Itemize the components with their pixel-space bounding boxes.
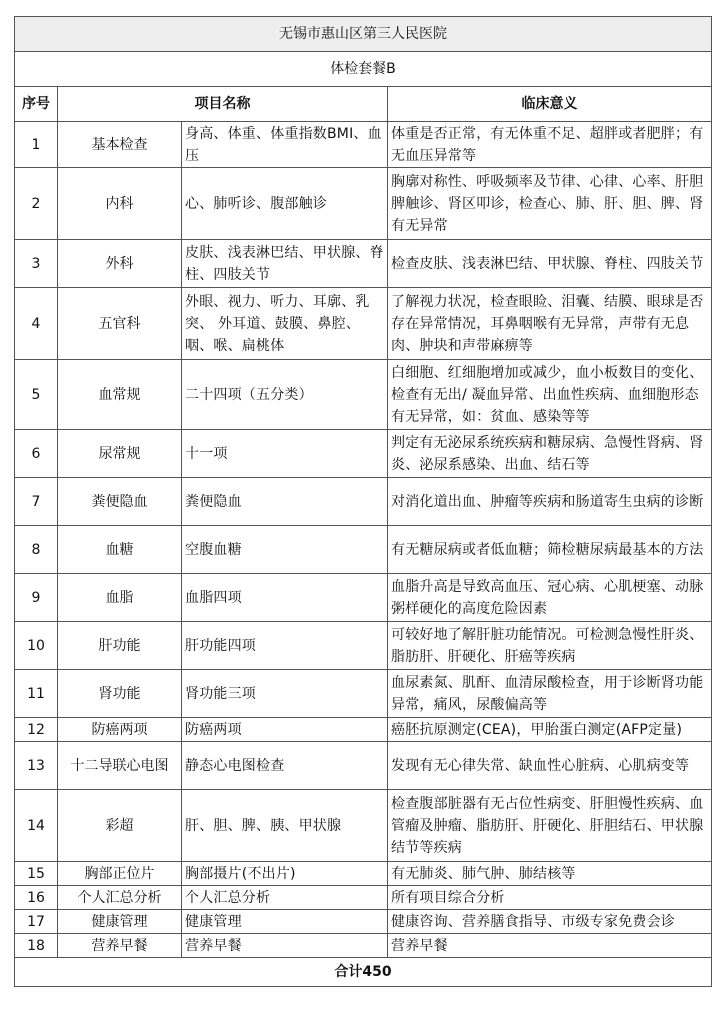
seq-cell: 16 — [15, 886, 58, 910]
item-detail-cell: 十一项 — [182, 430, 388, 478]
seq-cell: 3 — [15, 240, 58, 288]
seq-cell: 5 — [15, 360, 58, 430]
table-row — [15, 862, 712, 886]
clinical-meaning-cell: 对消化道出血、肿瘤等疾病和肠道寄生虫病的诊断 — [388, 478, 712, 526]
table-row — [15, 430, 712, 478]
item-name-cell: 防癌两项 — [58, 718, 182, 742]
clinical-meaning-header: 临床意义 — [388, 87, 712, 122]
seq-cell: 9 — [15, 574, 58, 622]
item-name-cell: 尿常规 — [58, 430, 182, 478]
table-row — [15, 360, 712, 430]
item-name-cell: 血常规 — [58, 360, 182, 430]
clinical-meaning-cell: 血尿素氮、肌酐、血清尿酸检查，用于诊断肾功能异常，痛风，尿酸偏高等 — [388, 670, 712, 718]
item-detail-cell: 二十四项（五分类） — [182, 360, 388, 430]
item-name-cell: 血糖 — [58, 526, 182, 574]
item-name-cell: 粪便隐血 — [58, 478, 182, 526]
item-name-cell: 十二导联心电图 — [58, 742, 182, 790]
table-row — [15, 790, 712, 862]
table-row — [15, 478, 712, 526]
seq-cell: 17 — [15, 910, 58, 934]
table-row — [15, 910, 712, 934]
seq-cell: 14 — [15, 790, 58, 862]
clinical-meaning-cell: 血脂升高是导致高血压、冠心病、心肌梗塞、动脉粥样硬化的高度危险因素 — [388, 574, 712, 622]
clinical-meaning-cell: 发现有无心律失常、缺血性心脏病、心肌病变等 — [388, 742, 712, 790]
table-row — [15, 122, 712, 168]
total-price: 合计450 — [15, 958, 712, 987]
item-name-cell: 肾功能 — [58, 670, 182, 718]
table-row — [15, 240, 712, 288]
clinical-meaning-cell: 有无糖尿病或者低血糖；筛检糖尿病最基本的方法 — [388, 526, 712, 574]
item-detail-cell: 身高、体重、体重指数BMI、血压 — [182, 122, 388, 168]
seq-cell: 2 — [15, 168, 58, 240]
clinical-meaning-cell: 检查腹部脏器有无占位性病变、肝胆慢性疾病、血管瘤及肿瘤、脂肪肝、肝硬化、肝胆结石、甲状腺结节等疾病 — [388, 790, 712, 862]
seq-cell: 8 — [15, 526, 58, 574]
clinical-meaning-cell: 健康咨询、营养膳食指导、市级专家免费会诊 — [388, 910, 712, 934]
item-detail-cell: 皮肤、浅表淋巴结、甲状腺、脊柱、四肢关节 — [182, 240, 388, 288]
total-row — [15, 958, 712, 987]
clinical-meaning-cell: 白细胞、红细胞增加或减少，血小板数目的变化、检查有无出/ 凝血异常、出血性疾病、血细胞形态有无异常，如：贫血、感染等等 — [388, 360, 712, 430]
item-detail-cell: 血脂四项 — [182, 574, 388, 622]
seq-cell: 7 — [15, 478, 58, 526]
checkup-package-table — [14, 16, 712, 987]
table-row — [15, 288, 712, 360]
item-name-cell: 外科 — [58, 240, 182, 288]
item-name-cell: 五官科 — [58, 288, 182, 360]
seq-cell: 11 — [15, 670, 58, 718]
seq-cell: 13 — [15, 742, 58, 790]
seq-cell: 10 — [15, 622, 58, 670]
clinical-meaning-cell: 癌胚抗原测定(CEA)，甲胎蛋白测定(AFP定量) — [388, 718, 712, 742]
clinical-meaning-cell: 营养早餐 — [388, 934, 712, 958]
item-detail-cell: 营养早餐 — [182, 934, 388, 958]
item-name-header: 项目名称 — [58, 87, 388, 122]
item-detail-cell: 空腹血糖 — [182, 526, 388, 574]
item-detail-cell: 肾功能三项 — [182, 670, 388, 718]
item-detail-cell: 肝、胆、脾、胰、甲状腺 — [182, 790, 388, 862]
column-header-row — [15, 87, 712, 122]
seq-cell: 6 — [15, 430, 58, 478]
table-row — [15, 742, 712, 790]
seq-cell: 12 — [15, 718, 58, 742]
item-name-cell: 个人汇总分析 — [58, 886, 182, 910]
clinical-meaning-cell: 检查皮肤、浅表淋巴结、甲状腺、脊柱、四肢关节 — [388, 240, 712, 288]
item-name-cell: 血脂 — [58, 574, 182, 622]
clinical-meaning-cell: 判定有无泌尿系统疾病和糖尿病、急慢性肾病、肾炎、泌尿系感染、出血、结石等 — [388, 430, 712, 478]
seq-cell: 15 — [15, 862, 58, 886]
item-name-cell: 肝功能 — [58, 622, 182, 670]
item-detail-cell: 静态心电图检查 — [182, 742, 388, 790]
table-row — [15, 886, 712, 910]
table-row — [15, 670, 712, 718]
item-detail-cell: 防癌两项 — [182, 718, 388, 742]
table-row — [15, 622, 712, 670]
table-row — [15, 574, 712, 622]
clinical-meaning-cell: 有无肺炎、肺气肿、肺结核等 — [388, 862, 712, 886]
clinical-meaning-cell: 所有项目综合分析 — [388, 886, 712, 910]
item-name-cell: 基本检查 — [58, 122, 182, 168]
seq-header: 序号 — [15, 87, 58, 122]
hospital-name: 无锡市惠山区第三人民医院 — [15, 17, 712, 52]
seq-cell: 18 — [15, 934, 58, 958]
package-title-row — [15, 52, 712, 87]
item-detail-cell: 胸部摄片(不出片) — [182, 862, 388, 886]
item-detail-cell: 粪便隐血 — [182, 478, 388, 526]
item-detail-cell: 肝功能四项 — [182, 622, 388, 670]
hospital-title-row — [15, 17, 712, 52]
table-row — [15, 526, 712, 574]
item-name-cell: 彩超 — [58, 790, 182, 862]
item-detail-cell: 外眼、视力、听力、耳廓、乳突、 外耳道、鼓膜、鼻腔、咽、喉、扁桃体 — [182, 288, 388, 360]
item-detail-cell: 个人汇总分析 — [182, 886, 388, 910]
item-detail-cell: 心、肺听诊、腹部触诊 — [182, 168, 388, 240]
seq-cell: 1 — [15, 122, 58, 168]
clinical-meaning-cell: 胸廓对称性、呼吸频率及节律、心律、心率、肝胆脾触诊、肾区叩诊，检查心、肺、肝、胆、脾、肾有无异常 — [388, 168, 712, 240]
item-name-cell: 营养早餐 — [58, 934, 182, 958]
seq-cell: 4 — [15, 288, 58, 360]
item-name-cell: 健康管理 — [58, 910, 182, 934]
table-row — [15, 718, 712, 742]
clinical-meaning-cell: 了解视力状况，检查眼睑、泪囊、结膜、眼球是否存在异常情况，耳鼻咽喉有无异常，声带有无息肉、肿块和声带麻痹等 — [388, 288, 712, 360]
item-detail-cell: 健康管理 — [182, 910, 388, 934]
item-name-cell: 内科 — [58, 168, 182, 240]
clinical-meaning-cell: 可较好地了解肝脏功能情况。可检测急慢性肝炎、脂肪肝、肝硬化、肝癌等疾病 — [388, 622, 712, 670]
table-row — [15, 934, 712, 958]
package-name: 体检套餐B — [15, 52, 712, 87]
item-name-cell: 胸部正位片 — [58, 862, 182, 886]
table-row — [15, 168, 712, 240]
clinical-meaning-cell: 体重是否正常，有无体重不足、超胖或者肥胖；有无血压异常等 — [388, 122, 712, 168]
